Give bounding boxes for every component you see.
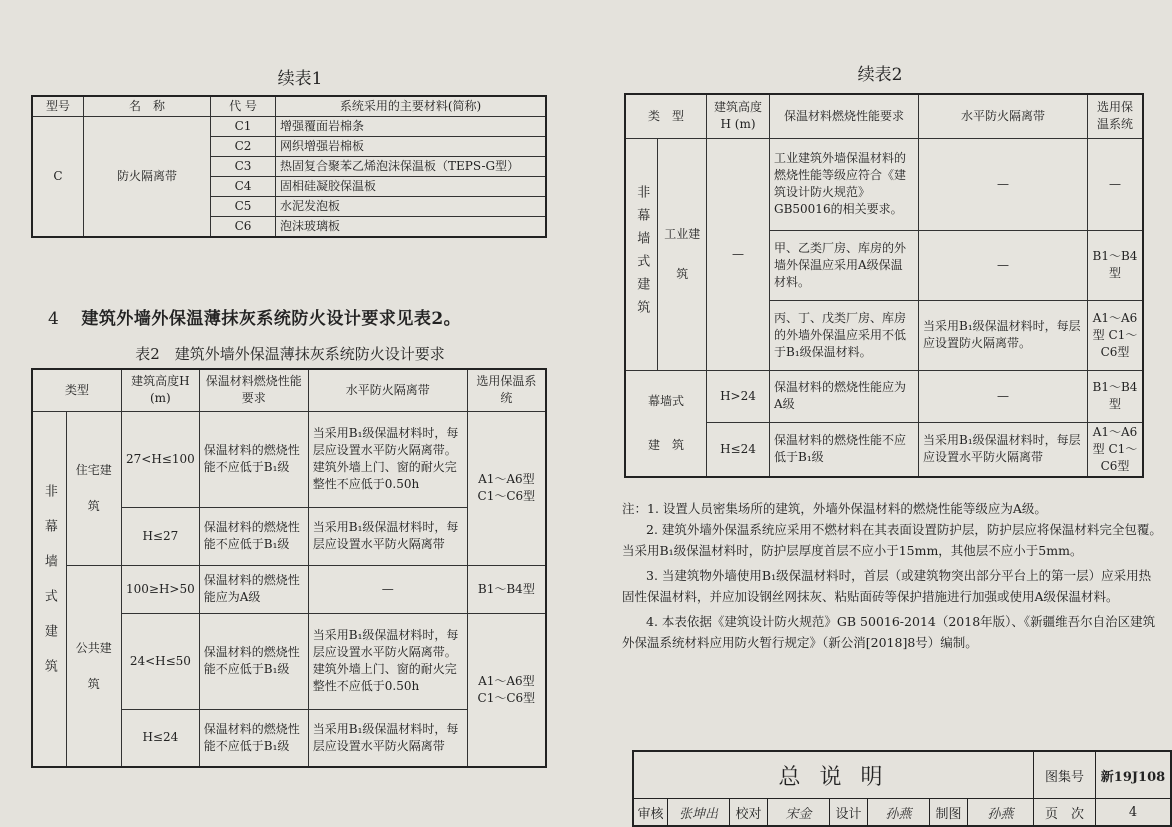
code-cell: C6: [211, 217, 276, 238]
belt-cell: 当采用B₁级保温材料时，每层应设置水平防火隔离带: [308, 709, 467, 767]
table-header: 名 称: [84, 96, 211, 117]
tb-page-label: 页 次: [1034, 799, 1096, 825]
table-header: 建筑高度H (m): [707, 94, 770, 138]
belt-cell: 当采用B₁级保温材料时，每层应设置水平防火隔离带。建筑外墙上门、窗的耐火完整性不应低于0.50h: [308, 411, 467, 507]
material-cell: 网织增强岩棉板: [276, 137, 547, 157]
material-cell: 增强覆面岩棉条: [276, 117, 547, 137]
height-cell: 100≥H>50: [122, 565, 200, 613]
table-header-row: [32, 369, 546, 411]
tb-atlas-no: 新19J108: [1096, 752, 1170, 799]
material-cell: 固相硅凝胶保温板: [276, 177, 547, 197]
requirement-cell: 保温材料的燃烧性能不应低于B₁级: [770, 422, 919, 477]
requirement-cell: 丙、丁、戊类厂房、库房的外墙外保温应采用不低于B₁级保温材料。: [770, 300, 919, 370]
system-cell: A1～A6型 C1～C6型: [1088, 300, 1144, 370]
table-row: [625, 138, 1143, 230]
belt-cell: 当采用B₁级保温材料时，每层应设置水平防火隔离带: [308, 507, 467, 565]
name-cell: 防火隔离带: [84, 117, 211, 238]
tb-title: 总 说 明: [634, 752, 1034, 799]
system-cell: A1～A6型 C1～C6型: [467, 411, 546, 565]
group-cell: 非幕墙式建筑: [32, 411, 66, 767]
code-cell: C2: [211, 137, 276, 157]
tb-design-sig: 孙燕: [868, 799, 930, 825]
code-cell: C1: [211, 117, 276, 137]
table1-title: 续表1: [277, 69, 323, 89]
code-cell: C5: [211, 197, 276, 217]
tb-draw-label: 制图: [930, 799, 968, 825]
height-cell: H>24: [707, 370, 770, 422]
belt-cell: 当采用B₁级保温材料时，每层应设置防火隔离带。: [919, 300, 1088, 370]
table-header: 水平防火隔离带: [919, 94, 1088, 138]
requirement-cell: 保温材料的燃烧性能不应低于B₁级: [199, 507, 308, 565]
system-cell: B1～B4型: [1088, 230, 1144, 300]
tb-page-no: 4: [1128, 804, 1138, 820]
tb-design-label: 设计: [830, 799, 868, 825]
curtain-label2: 建 筑: [647, 438, 684, 452]
height-cell: —: [707, 138, 770, 370]
note-item: 2. 建筑外墙外保温系统应采用不燃材料在其表面设置防护层，防护层应将保温材料完全包覆。当采用B₁级保温材料时，防护层厚度首层不应小于15mm，其他层不应小于5mm。: [622, 522, 1162, 558]
table1: [31, 95, 547, 238]
tb-check-label: 校对: [730, 799, 768, 825]
table-header-row: [32, 96, 546, 117]
requirement-cell: 保温材料的燃烧性能不应低于B₁级: [199, 411, 308, 507]
curtain-label: 幕墙式: [647, 394, 684, 408]
tb-review-sig: 张坤出: [668, 799, 730, 825]
table3-title: 续表2: [857, 65, 903, 85]
table-row: [32, 565, 546, 613]
system-cell: A1～A6型 C1～C6型: [1088, 422, 1144, 477]
category-cell: [625, 370, 707, 477]
height-cell: 27<H≤100: [122, 411, 200, 507]
table-header-row: [625, 94, 1143, 138]
category-cell: 工业建筑: [658, 138, 707, 370]
section-number: 4: [48, 309, 60, 329]
system-cell: —: [1088, 138, 1144, 230]
table-header: 选用保温系统: [1088, 94, 1144, 138]
belt-cell: —: [919, 138, 1088, 230]
code-cell: C4: [211, 177, 276, 197]
note-item: 注：1. 设置人员密集场所的建筑，外墙外保温材料的燃烧性能等级应为A级。: [622, 501, 1047, 516]
belt-cell: 当采用B₁级保温材料时，每层应设置水平防火隔离带: [919, 422, 1088, 477]
table-header: 类型: [32, 369, 122, 411]
tb-draw-sig: 孙燕: [968, 799, 1034, 825]
system-cell: A1～A6型 C1～C6型: [467, 613, 546, 767]
table-row: [32, 411, 546, 507]
table2: [31, 368, 547, 768]
material-cell: 水泥发泡板: [276, 197, 547, 217]
belt-cell: 当采用B₁级保温材料时，每层应设置水平防火隔离带。建筑外墙上门、窗的耐火完整性不应低于0.50h: [308, 613, 467, 709]
requirement-cell: 保温材料的燃烧性能应为A级: [199, 565, 308, 613]
tb-check-sig: 宋金: [768, 799, 830, 825]
table-header: 型号: [32, 96, 84, 117]
table2-title: 表2 建筑外墙外保温薄抹灰系统防火设计要求: [135, 345, 445, 363]
table-header: 类 型: [625, 94, 707, 138]
requirement-cell: 甲、乙类厂房、库房的外墙外保温应采用A级保温材料。: [770, 230, 919, 300]
height-cell: 24<H≤50: [122, 613, 200, 709]
tb-review-label: 审核: [634, 799, 668, 825]
table-header: 保温材料燃烧性能要求: [770, 94, 919, 138]
tb-atlas-label: 图集号: [1034, 752, 1096, 799]
belt-cell: —: [919, 230, 1088, 300]
height-cell: H≤24: [122, 709, 200, 767]
table-header: 水平防火隔离带: [308, 369, 467, 411]
notes: [622, 498, 1162, 653]
code-cell: C3: [211, 157, 276, 177]
section-text: 建筑外墙外保温薄抹灰系统防火设计要求见表2。: [81, 309, 462, 329]
category-cell: 住宅建筑: [66, 411, 121, 565]
system-cell: B1～B4型: [467, 565, 546, 613]
table-header: 保温材料燃烧性能要求: [199, 369, 308, 411]
requirement-cell: 保温材料的燃烧性能不应低于B₁级: [199, 709, 308, 767]
table-header: 代 号: [211, 96, 276, 117]
type-cell: C: [32, 117, 84, 238]
note-item: 4. 本表依据《建筑设计防火规范》GB 50016-2014（2018年版）、《新疆维吾尔自治区建筑外保温系统材料应用防火暂行规定》（新公消[2018]8号）编制。: [622, 614, 1156, 650]
title-block: [632, 750, 1172, 827]
system-cell: B1～B4型: [1088, 370, 1144, 422]
requirement-cell: 工业建筑外墙保温材料的燃烧性能等级应符合《建筑设计防火规范》GB50016的相关要求。: [770, 138, 919, 230]
table-row: [625, 370, 1143, 422]
requirement-cell: 保温材料的燃烧性能应为A级: [770, 370, 919, 422]
table-header: 系统采用的主要材料(简称): [276, 96, 547, 117]
group-cell: 非幕墙式建筑: [625, 138, 658, 370]
requirement-cell: 保温材料的燃烧性能不应低于B₁级: [199, 613, 308, 709]
height-cell: H≤27: [122, 507, 200, 565]
note-item: 3. 当建筑物外墙使用B₁级保温材料时，首层（或建筑物突出部分平台上的第一层）应采用热固性保温材料，并应加设钢丝网抹灰、粘贴面砖等保护措施进行加强或使用A级保温材料。: [622, 568, 1152, 604]
material-cell: 泡沫玻璃板: [276, 217, 547, 238]
table3: [624, 93, 1144, 478]
section4-heading: [48, 304, 461, 329]
height-cell: H≤24: [707, 422, 770, 477]
category-cell: 公共建筑: [66, 565, 121, 767]
material-cell: 热固复合聚苯乙烯泡沫保温板（TEPS-G型）: [276, 157, 547, 177]
belt-cell: —: [308, 565, 467, 613]
table-header: 建筑高度H (m): [122, 369, 200, 411]
table-row: [32, 117, 546, 137]
belt-cell: —: [919, 370, 1088, 422]
table-header: 选用保温系统: [467, 369, 546, 411]
